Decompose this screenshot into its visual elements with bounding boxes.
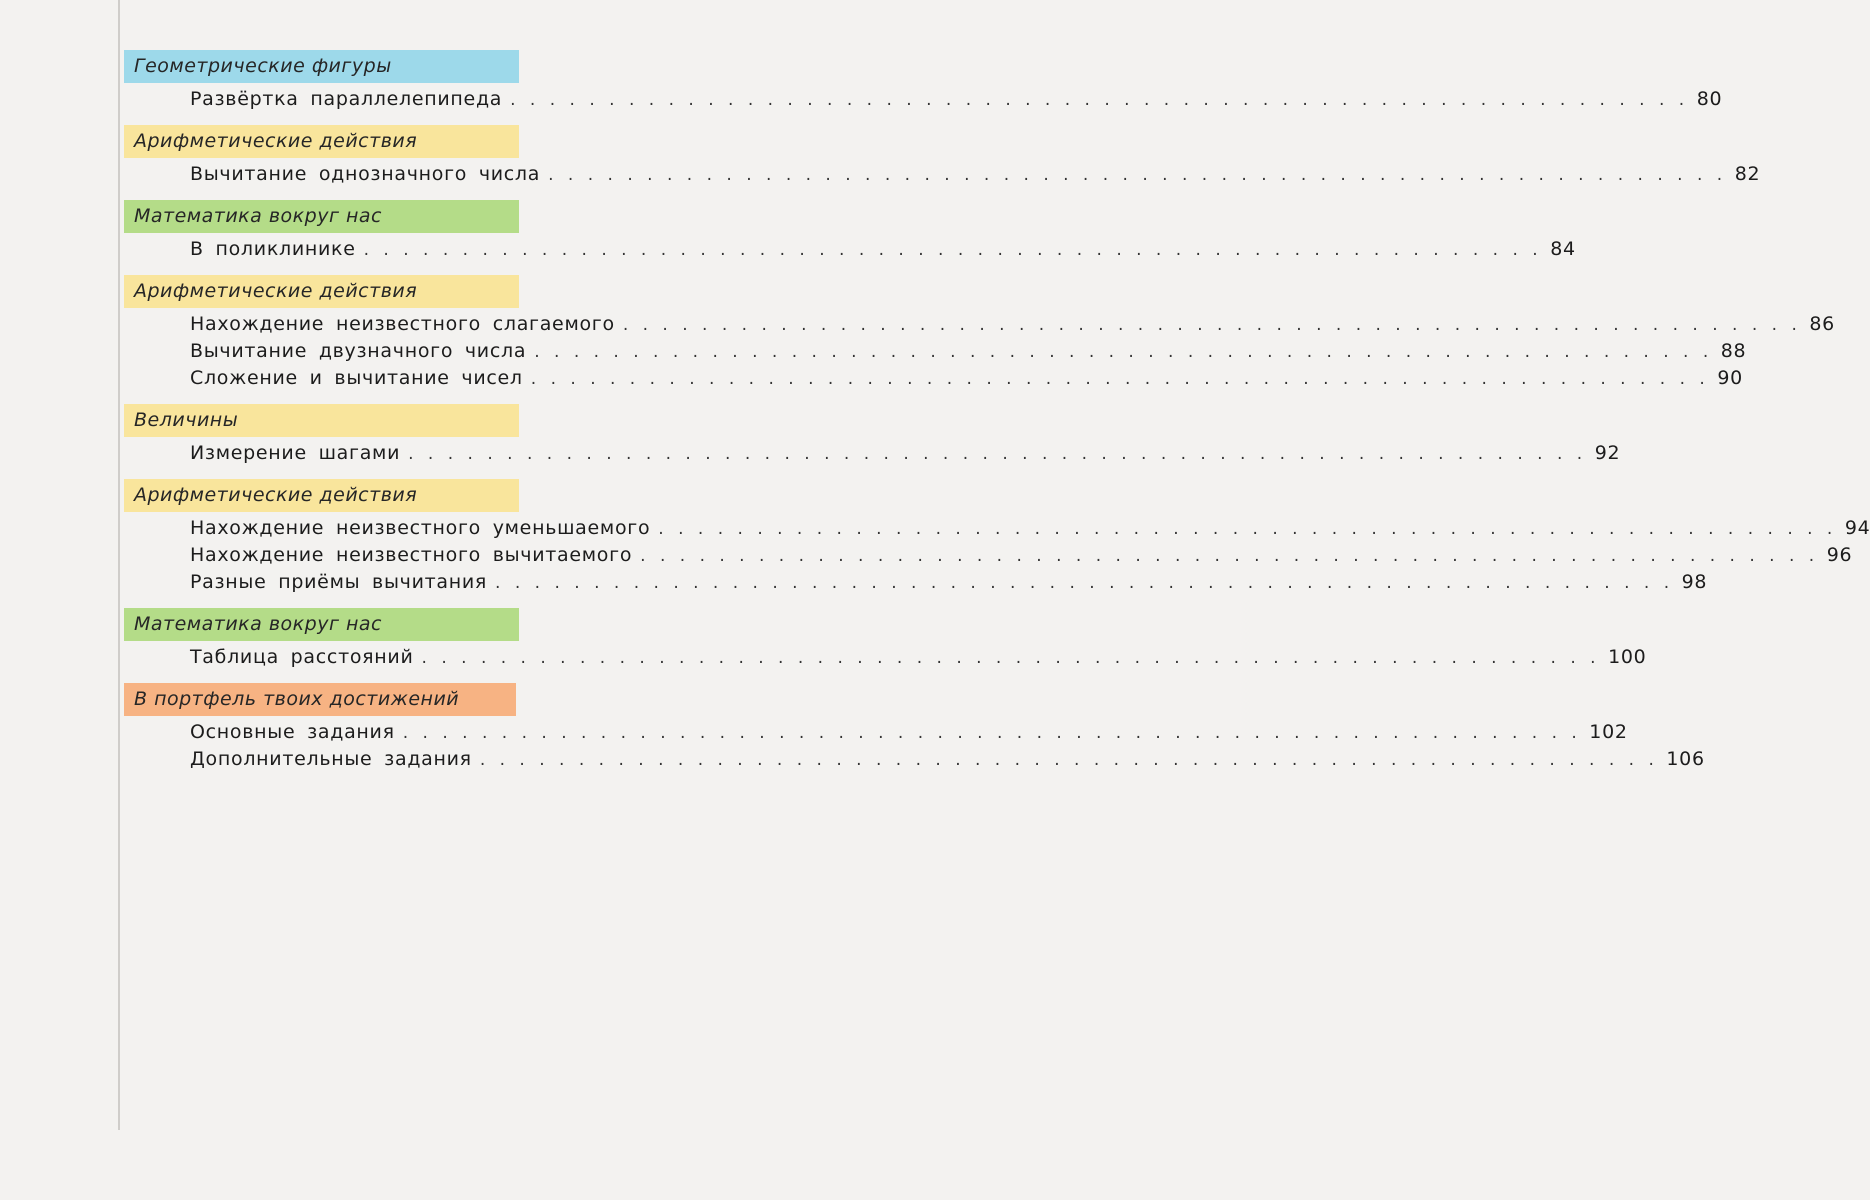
dot-leader: . . . . . . . . . . . . . . . . . . . . . . . . . . . . . . . . . . . . . . . . . . . . . . . . . . . . . . . . . . . . bbox=[622, 315, 1802, 335]
entry-title: Таблица расстояний bbox=[190, 646, 414, 668]
toc-section bbox=[124, 404, 1621, 469]
section-entries bbox=[124, 512, 1870, 598]
entry-page-number: 80 bbox=[1696, 88, 1723, 110]
table-of-contents bbox=[124, 50, 1870, 785]
section-entries bbox=[124, 233, 1576, 265]
entry-page-number: 96 bbox=[1826, 544, 1853, 566]
section-entries bbox=[124, 158, 1761, 190]
entry-title: В поликлинике bbox=[190, 238, 356, 260]
entry-title: Вычитание однозначного числа bbox=[190, 163, 541, 185]
entry-page-number: 92 bbox=[1594, 442, 1621, 464]
dot-leader: . . . . . . . . . . . . . . . . . . . . . . . . . . . . . . . . . . . . . . . . . . . . . . . . . . . . . . . . . . . . bbox=[402, 723, 1582, 743]
toc-entry bbox=[124, 515, 1870, 542]
entry-page-number: 98 bbox=[1681, 571, 1708, 593]
entry-page-number: 88 bbox=[1720, 340, 1747, 362]
toc-entry bbox=[124, 644, 1647, 671]
entry-title: Нахождение неизвестного вычитаемого bbox=[190, 544, 633, 566]
entry-title: Нахождение неизвестного слагаемого bbox=[190, 313, 615, 335]
toc-section bbox=[124, 275, 1835, 394]
section-header: Математика вокруг нас bbox=[124, 608, 519, 641]
section-header: В портфель твоих достижений bbox=[124, 683, 516, 716]
dot-leader: . . . . . . . . . . . . . . . . . . . . . . . . . . . . . . . . . . . . . . . . . . . . . . . . . . . . . . . . . . . . bbox=[658, 519, 1837, 539]
toc-entry bbox=[124, 161, 1761, 188]
section-header: Арифметические действия bbox=[124, 125, 519, 158]
toc-entry bbox=[124, 719, 1628, 746]
entry-page-number: 100 bbox=[1608, 646, 1647, 668]
section-header: Арифметические действия bbox=[124, 275, 519, 308]
entry-page-number: 94 bbox=[1844, 517, 1870, 539]
section-header: Математика вокруг нас bbox=[124, 200, 519, 233]
dot-leader: . . . . . . . . . . . . . . . . . . . . . . . . . . . . . . . . . . . . . . . . . . . . . . . . . . . . . . . . . . . . bbox=[363, 240, 1543, 260]
toc-entry bbox=[124, 569, 1708, 596]
dot-leader: . . . . . . . . . . . . . . . . . . . . . . . . . . . . . . . . . . . . . . . . . . . . . . . . . . . . . . . . . . . . bbox=[534, 342, 1713, 362]
entry-page-number: 102 bbox=[1589, 721, 1628, 743]
section-entries bbox=[124, 83, 1723, 115]
entry-title: Разные приёмы вычитания bbox=[190, 571, 488, 593]
entry-title: Дополнительные задания bbox=[190, 748, 472, 770]
toc-entry bbox=[124, 542, 1853, 569]
toc-entry bbox=[124, 86, 1723, 113]
entry-page-number: 90 bbox=[1717, 367, 1743, 389]
section-entries bbox=[124, 641, 1647, 673]
toc-section bbox=[124, 50, 1723, 115]
dot-leader: . . . . . . . . . . . . . . . . . . . . . . . . . . . . . . . . . . . . . . . . . . . . . . . . . . . . . . . . . . . . bbox=[510, 90, 1689, 110]
toc-section bbox=[124, 125, 1761, 190]
dot-leader: . . . . . . . . . . . . . . . . . . . . . . . . . . . . . . . . . . . . . . . . . . . . . . . . . . . . . . . . . . . . bbox=[495, 573, 1674, 593]
section-entries bbox=[124, 308, 1835, 394]
section-header: Арифметические действия bbox=[124, 479, 519, 512]
toc-entry bbox=[124, 338, 1747, 365]
dot-leader: . . . . . . . . . . . . . . . . . . . . . . . . . . . . . . . . . . . . . . . . . . . . . . . . . . . . . . . . . . . . bbox=[479, 750, 1659, 770]
section-header: Геометрические фигуры bbox=[124, 50, 519, 83]
entry-page-number: 82 bbox=[1734, 163, 1761, 185]
entry-title: Развёртка параллелепипеда bbox=[190, 88, 503, 110]
toc-section bbox=[124, 479, 1870, 598]
section-entries bbox=[124, 437, 1621, 469]
entry-title: Нахождение неизвестного уменьшаемого bbox=[190, 517, 651, 539]
dot-leader: . . . . . . . . . . . . . . . . . . . . . . . . . . . . . . . . . . . . . . . . . . . . . . . . . . . . . . . . . . . . bbox=[408, 444, 1587, 464]
section-header: Величины bbox=[124, 404, 519, 437]
entry-title: Сложение и вычитание чисел bbox=[190, 367, 523, 389]
entry-page-number: 86 bbox=[1809, 313, 1835, 335]
dot-leader: . . . . . . . . . . . . . . . . . . . . . . . . . . . . . . . . . . . . . . . . . . . . . . . . . . . . . . . . . . . . bbox=[530, 369, 1710, 389]
toc-entry bbox=[124, 440, 1621, 467]
toc-entry bbox=[124, 365, 1743, 392]
dot-leader: . . . . . . . . . . . . . . . . . . . . . . . . . . . . . . . . . . . . . . . . . . . . . . . . . . . . . . . . . . . . bbox=[421, 648, 1601, 668]
toc-entry bbox=[124, 746, 1705, 773]
toc-section bbox=[124, 683, 1705, 775]
dot-leader: . . . . . . . . . . . . . . . . . . . . . . . . . . . . . . . . . . . . . . . . . . . . . . . . . . . . . . . . . . . . bbox=[640, 546, 1819, 566]
toc-section bbox=[124, 608, 1647, 673]
entry-title: Вычитание двузначного числа bbox=[190, 340, 527, 362]
entry-page-number: 84 bbox=[1550, 238, 1576, 260]
entry-title: Основные задания bbox=[190, 721, 395, 743]
page-edge bbox=[118, 0, 120, 1130]
section-entries bbox=[124, 716, 1705, 775]
entry-page-number: 106 bbox=[1666, 748, 1705, 770]
toc-section bbox=[124, 200, 1576, 265]
entry-title: Измерение шагами bbox=[190, 442, 401, 464]
toc-entry bbox=[124, 311, 1835, 338]
toc-entry bbox=[124, 236, 1576, 263]
dot-leader: . . . . . . . . . . . . . . . . . . . . . . . . . . . . . . . . . . . . . . . . . . . . . . . . . . . . . . . . . . . . bbox=[548, 165, 1727, 185]
